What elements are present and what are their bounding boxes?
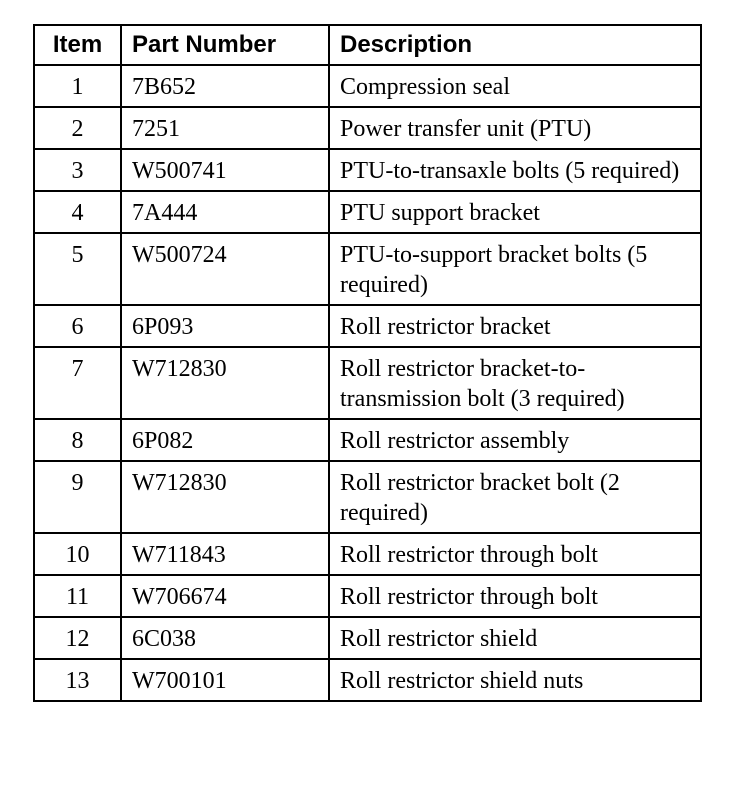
description-cell: Roll restrictor assembly: [329, 419, 701, 461]
table-row: [34, 305, 701, 347]
item-cell: 4: [34, 191, 121, 233]
part-number-cell: W712830: [121, 461, 329, 533]
item-cell: 9: [34, 461, 121, 533]
header-item: Item: [34, 25, 121, 65]
item-cell: 11: [34, 575, 121, 617]
item-cell: 13: [34, 659, 121, 701]
item-cell: 12: [34, 617, 121, 659]
description-cell: PTU support bracket: [329, 191, 701, 233]
table-header-row: [34, 25, 701, 65]
part-number-cell: 7A444: [121, 191, 329, 233]
part-number-cell: W711843: [121, 533, 329, 575]
item-cell: 7: [34, 347, 121, 419]
table-row: [34, 533, 701, 575]
part-number-cell: 7B652: [121, 65, 329, 107]
part-number-cell: 6C038: [121, 617, 329, 659]
header-part-number: Part Number: [121, 25, 329, 65]
parts-table: [33, 24, 702, 702]
table-row: [34, 461, 701, 533]
table-row: [34, 347, 701, 419]
item-cell: 5: [34, 233, 121, 305]
description-cell: Roll restrictor shield: [329, 617, 701, 659]
item-cell: 10: [34, 533, 121, 575]
table-row: [34, 233, 701, 305]
description-cell: Roll restrictor bracket-to-transmission bolt (3 required): [329, 347, 701, 419]
table-row: [34, 107, 701, 149]
part-number-cell: W706674: [121, 575, 329, 617]
description-cell: Roll restrictor shield nuts: [329, 659, 701, 701]
table-row: [34, 191, 701, 233]
description-cell: PTU-to-support bracket bolts (5 required): [329, 233, 701, 305]
item-cell: 3: [34, 149, 121, 191]
part-number-cell: 6P093: [121, 305, 329, 347]
part-number-cell: W500724: [121, 233, 329, 305]
table-row: [34, 575, 701, 617]
item-cell: 8: [34, 419, 121, 461]
description-cell: Roll restrictor bracket bolt (2 required): [329, 461, 701, 533]
description-cell: Roll restrictor through bolt: [329, 533, 701, 575]
description-cell: Power transfer unit (PTU): [329, 107, 701, 149]
part-number-cell: W500741: [121, 149, 329, 191]
description-cell: Compression seal: [329, 65, 701, 107]
table-row: [34, 419, 701, 461]
item-cell: 6: [34, 305, 121, 347]
part-number-cell: W700101: [121, 659, 329, 701]
description-cell: Roll restrictor bracket: [329, 305, 701, 347]
header-description: Description: [329, 25, 701, 65]
table-row: [34, 659, 701, 701]
description-cell: Roll restrictor through bolt: [329, 575, 701, 617]
item-cell: 2: [34, 107, 121, 149]
description-cell: PTU-to-transaxle bolts (5 required): [329, 149, 701, 191]
table-row: [34, 617, 701, 659]
part-number-cell: 7251: [121, 107, 329, 149]
table-row: [34, 149, 701, 191]
item-cell: 1: [34, 65, 121, 107]
table-row: [34, 65, 701, 107]
part-number-cell: W712830: [121, 347, 329, 419]
part-number-cell: 6P082: [121, 419, 329, 461]
